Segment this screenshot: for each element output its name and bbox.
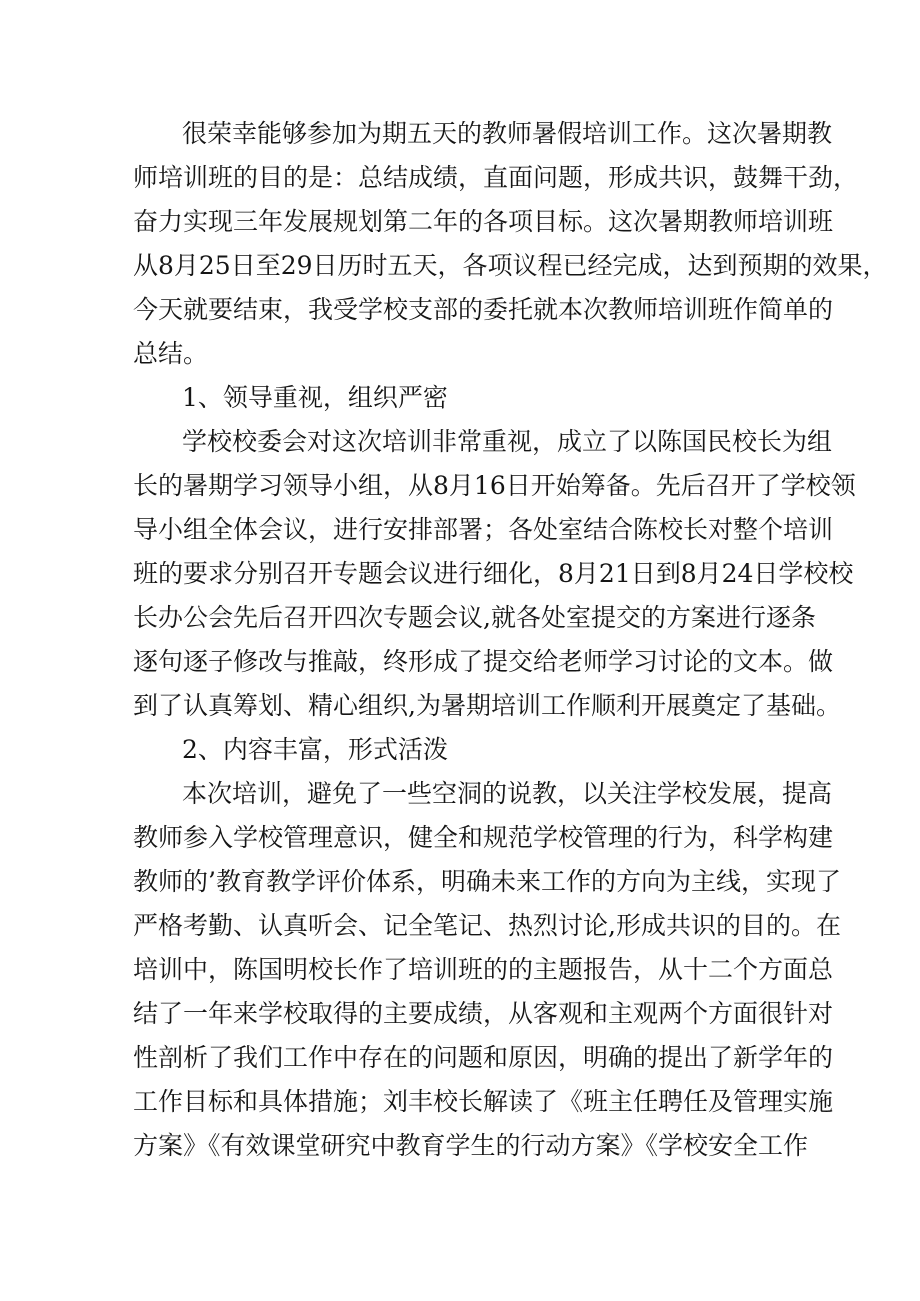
text-line: 严格考勤、认真听会、记全笔记、热烈讨论,形成共识的目的。在 <box>133 911 841 940</box>
text-line: 教师的’教育教学评价体系，明确未来工作的方向为主线，实现了 <box>133 867 841 896</box>
text-line: 从8月25日至29日历时五天，各项议程已经完成，达到预期的效果， <box>133 251 888 280</box>
text-line: 结了一年来学校取得的主要成绩，从客观和主观两个方面很针对 <box>133 999 834 1028</box>
text-line: 教师参入学校管理意识，健全和规范学校管理的行为，科学构建 <box>133 823 834 852</box>
text-line: 性剖析了我们工作中存在的问题和原因，明确的提出了新学年的 <box>133 1043 834 1072</box>
section-heading: 2、内容丰富，形式活泼 <box>182 735 448 764</box>
text-line: 奋力实现三年发展规划第二年的各项目标。这次暑期教师培训班 <box>133 207 834 236</box>
text-line: 导小组全体会议，进行安排部署；各处室结合陈校长对整个培训 <box>133 515 834 544</box>
text-line: 总结。 <box>133 339 209 368</box>
text-line: 培训中，陈国明校长作了培训班的的主题报告，从十二个方面总 <box>133 955 834 984</box>
text-line: 学校校委会对这次培训非常重视，成立了以陈国民校长为组 <box>182 427 833 456</box>
section-heading: 1、领导重视，组织严密 <box>182 383 448 412</box>
text-line: 长的暑期学习领导小组，从8月16日开始筹备。先后召开了学校领 <box>133 471 856 500</box>
text-line: 本次培训，避免了一些空洞的说教，以关注学校发展，提高 <box>182 779 833 808</box>
text-line: 逐句逐子修改与推敲，终形成了提交给老师学习讨论的文本。做 <box>133 647 834 676</box>
text-line: 师培训班的目的是：总结成绩，直面问题，形成共识，鼓舞干劲， <box>133 163 859 192</box>
text-line: 方案》《有效课堂研究中教育学生的行动方案》《学校安全工作 <box>133 1131 809 1160</box>
text-line: 很荣幸能够参加为期五天的教师暑假培训工作。这次暑期教 <box>182 119 833 148</box>
text-line: 工作目标和具体措施；刘丰校长解读了《班主任聘任及管理实施 <box>133 1087 834 1116</box>
text-line: 班的要求分别召开专题会议进行细化，8月21日到8月24日学校校 <box>133 559 854 588</box>
text-line: 到了认真筹划、精心组织,为暑期培训工作顺利开展奠定了基础。 <box>133 691 841 720</box>
text-line: 长办公会先后召开四次专题会议,就各处室提交的方案进行逐条 <box>133 603 816 632</box>
text-line: 今天就要结束，我受学校支部的委托就本次教师培训班作简单的 <box>133 295 834 324</box>
